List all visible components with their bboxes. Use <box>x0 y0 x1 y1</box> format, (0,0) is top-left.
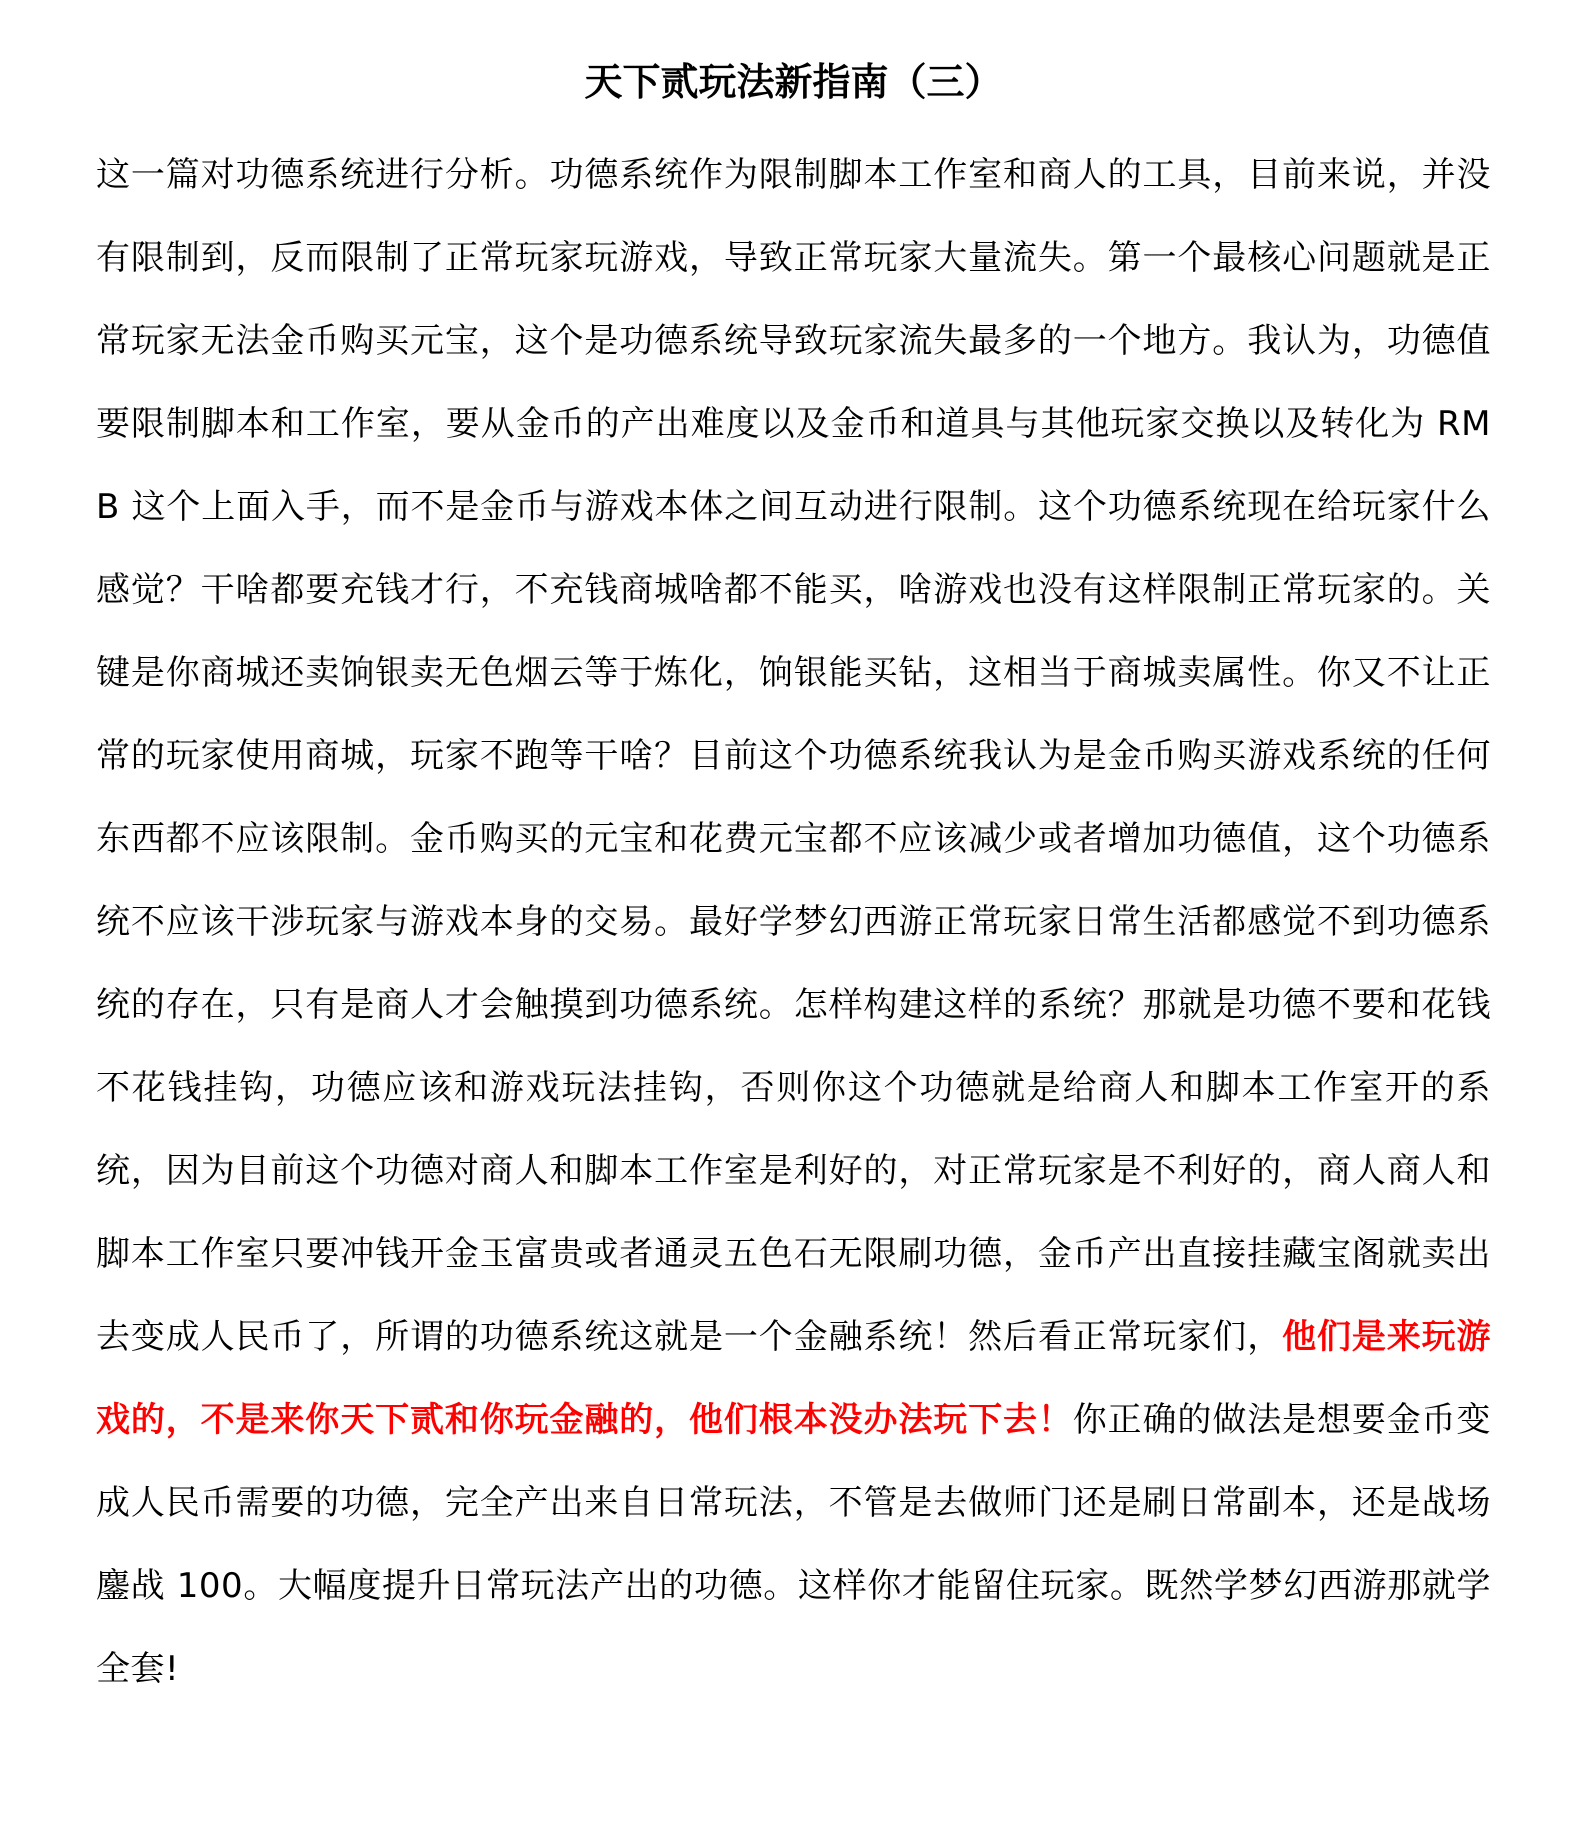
highlighted-text: 他们是来玩游戏的，不是来你天下贰和你玩金融的，他们根本没办法玩下去！ <box>96 1317 1492 1440</box>
body-paragraph <box>96 134 1491 1711</box>
paragraph-text-part2: 你正确的做法是想要金币变成人民币需要的功德，完全产出来自日常玩法，不管是去做师门还是刷日常副本，还是战场鏖战 100。大幅度提升日常玩法产出的功德。这样你才能留住玩家。既然学梦幻西游那就学全套! <box>96 1400 1492 1689</box>
document-title: 天下贰玩法新指南（三） <box>584 59 1003 104</box>
paragraph-text-part1: 这一篇对功德系统进行分析。功德系统作为限制脚本工作室和商人的工具，目前来说，并没有限制到，反而限制了正常玩家玩游戏，导致正常玩家大量流失。第一个最核心问题就是正常玩家无法金币购买元宝，这个是功德系统导致玩家流失最多的一个地方。我认为，功德值要限制脚本和工作室，要从金币的产出难度以及金币和道具与其他玩家交换以及转化为 RMB 这个上面入手，而不是金币与游戏本体之间互动进行限制。这个功德系统现在给玩家什么感觉？干啥都要充钱才行，不充钱商城啥都不能买，啥游戏也没有这样限制正常玩家的。关键是你商城还卖饷银卖无色烟云等于炼化，饷银能买钻，这相当于商城卖属性。你又不让正常的玩家使用商城，玩家不跑等干啥？目前这个功德系统我认为是金币购买游戏系统的任何东西都不应该限制。金币购买的元宝和花费元宝都不应该减少或者增加功德值，这个功德系统不应该干涉玩家与游戏本身的交易。最好学梦幻西游正常玩家日常生活都感觉不到功德系统的存在，只有是商人才会触摸到功德系统。怎样构建这样的系统？那就是功德不要和花钱不花钱挂钩，功德应该和游戏玩法挂钩，否则你这个功德就是给商人和脚本工作室开的系统，因为目前这个功德对商人和脚本工作室是利好的，对正常玩家是不利好的，商人商人和脚本工作室只要冲钱开金玉富贵或者通灵五色石无限刷功德，金币产出直接挂藏宝阁就卖出去变成人民币了，所谓的功德系统这就是一个金融系统！然后看正常玩家们， <box>96 155 1491 1357</box>
